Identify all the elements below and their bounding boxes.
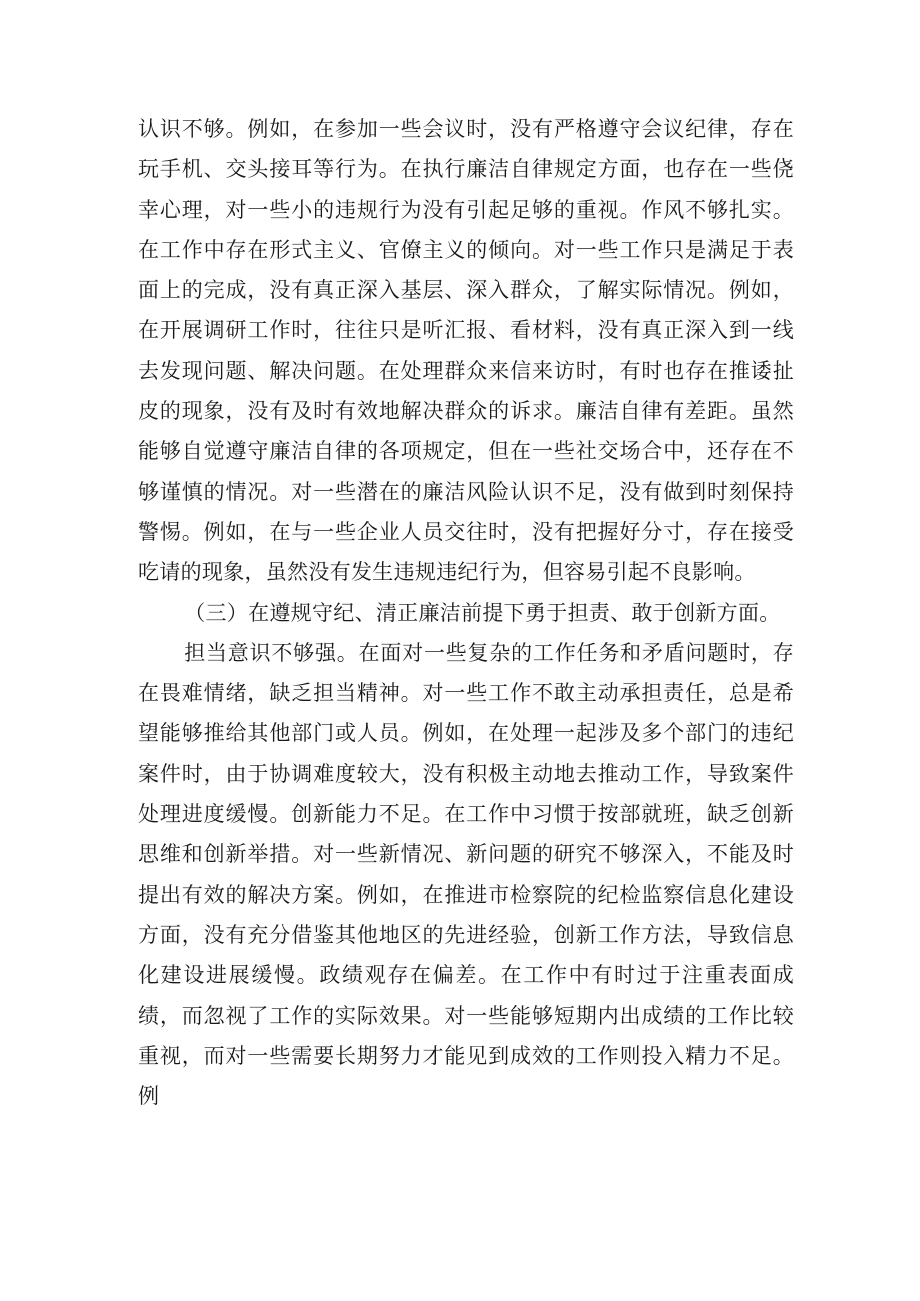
document-body	[138, 109, 794, 1116]
body-paragraph-2: 担当意识不够强。在面对一些复杂的工作任务和矛盾问题时，存在畏难情绪，缺乏担当精神。对一些工作不敢主动承担责任，总是希望能够推给其他部门或人员。例如，在处理一起涉及多个部门的违纪案件时，由于协调难度较大，没有积极主动地去推动工作，导致案件处理进度缓慢。创新能力不足。在工作中习惯于按部就班，缺乏创新思维和创新举措。对一些新情况、新问题的研究不够深入，不能及时提出有效的解决方案。例如，在推进市检察院的纪检监察信息化建设方面，没有充分借鉴其他地区的先进经验，创新工作方法，导致信息化建设进展缓慢。政绩观存在偏差。在工作中有时过于注重表面成绩，而忽视了工作的实际效果。对一些能够短期内出成绩的工作比较重视，而对一些需要长期努力才能见到成效的工作则投入精力不足。例	[138, 640, 794, 1109]
section-heading-3: （三）在遵规守纪、清正廉洁前提下勇于担责、敢于创新方面。	[184, 600, 781, 625]
body-paragraph-1: 认识不够。例如，在参加一些会议时，没有严格遵守会议纪律，存在玩手机、交头接耳等行为。在执行廉洁自律规定方面，也存在一些侥幸心理，对一些小的违规行为没有引起足够的重视。作风不够扎实。在工作中存在形式主义、官僚主义的倾向。对一些工作只是满足于表面上的完成，没有真正深入基层、深入群众，了解实际情况。例如，在开展调研工作时，往往只是听汇报、看材料，没有真正深入到一线去发现问题、解决问题。在处理群众来信来访时，有时也存在推诿扯皮的现象，没有及时有效地解决群众的诉求。廉洁自律有差距。虽然能够自觉遵守廉洁自律的各项规定，但在一些社交场合中，还存在不够谨慎的情况。对一些潜在的廉洁风险认识不足，没有做到时刻保持警惕。例如，在与一些企业人员交往时，没有把握好分寸，存在接受吃请的现象，虽然没有发生违规违纪行为，但容易引起不良影响。	[138, 117, 794, 585]
